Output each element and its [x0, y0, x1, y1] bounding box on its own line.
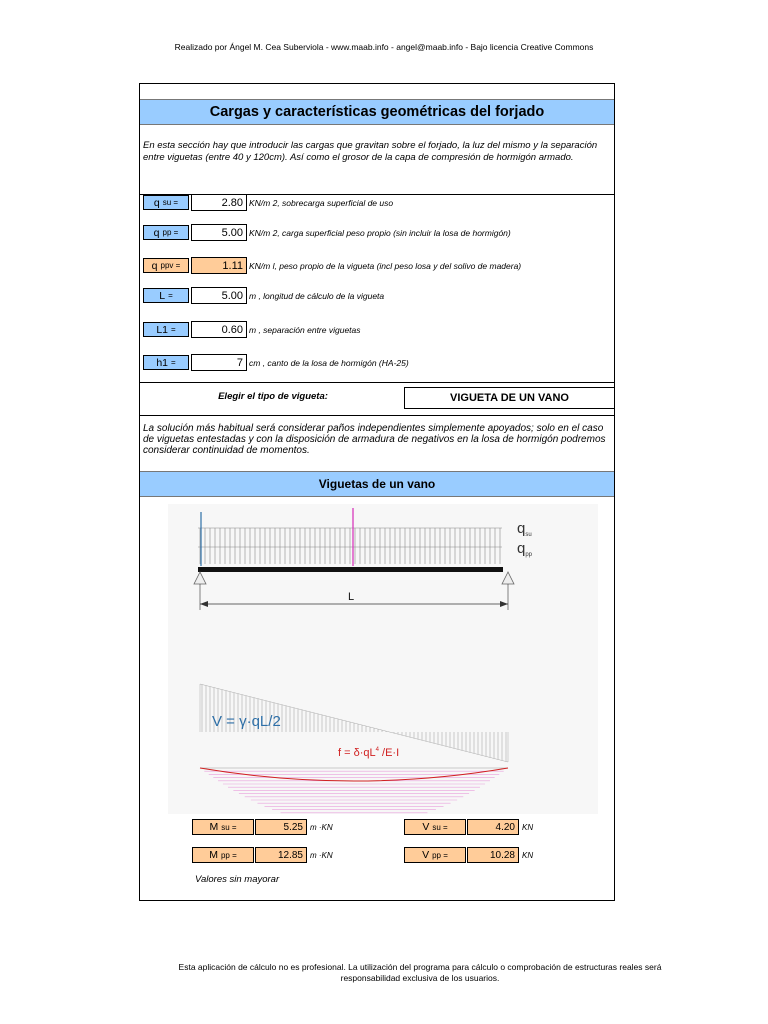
label-symbol: V [422, 849, 430, 861]
l-input[interactable]: 5.00 [191, 287, 247, 304]
label-symbol: q [153, 196, 160, 209]
input-row-q-ppv [143, 257, 521, 274]
label-sub: = [168, 291, 173, 300]
l1-label [143, 322, 189, 337]
l1-desc: m , separación entre viguetas [249, 324, 361, 335]
label-symbol: h1 [156, 356, 168, 369]
label-symbol: L1 [156, 323, 168, 336]
v-pp-label [404, 847, 466, 863]
v-su-value: 4.20 [467, 819, 519, 835]
v-su-unit: KN [522, 822, 534, 832]
q-su-input[interactable]: 2.80 [191, 194, 247, 211]
beam [198, 567, 503, 572]
l1-input[interactable]: 0.60 [191, 321, 247, 338]
m-pp-label [192, 847, 254, 863]
label-sub: pp = [432, 850, 448, 860]
choose-label: Elegir el tipo de vigueta: [218, 391, 328, 402]
note-text: La solución más habitual será considerar paños independientes simplemente apoyados; solo en el caso de viguetas entestadas y con la disposición de armadura de negativos en la losa de hormigón podremos considerar continuidad de momentos. [143, 423, 606, 456]
label-symbol: M [209, 849, 218, 861]
label-symbol: V [422, 821, 430, 833]
section-title: Cargas y características geométricas del forjado [140, 99, 614, 125]
label-symbol: q [151, 259, 158, 272]
v-pp-unit: KN [522, 850, 534, 860]
beam-diagram [168, 504, 598, 814]
label-symbol: M [209, 821, 219, 833]
q-pp-desc: KN/m 2, carga superficial peso propio (sin incluir la losa de hormigón) [249, 227, 511, 238]
m-su-label [192, 819, 254, 835]
span-label: L [348, 591, 355, 603]
q-pp-input[interactable]: 5.00 [191, 224, 247, 241]
deflection-formula: $f = \delta\cdot qL^4$ /E·I [338, 747, 400, 759]
result-v-su [404, 819, 533, 835]
h1-input[interactable]: 7 [191, 354, 247, 371]
m-su-value: 5.25 [255, 819, 307, 835]
v-su-label [404, 819, 466, 835]
calc-sheet [139, 83, 615, 901]
q-pp-symbol: $q_{pp}$ [517, 540, 533, 558]
label-sub: su = [221, 822, 237, 832]
q-su-desc: KN/m 2, sobrecarga superficial de uso [249, 197, 394, 208]
label-symbol: L [159, 289, 166, 302]
v-pp-value: 10.28 [467, 847, 519, 863]
input-row-q-pp [143, 224, 511, 241]
result-m-pp [192, 847, 333, 863]
label-sub: su = [432, 822, 448, 832]
input-row-l [143, 287, 384, 304]
q-su-label [143, 195, 189, 210]
credit-line: Realizado por Ángel M. Cea Suberviola - www.maab.info - angel@maab.info - Bajo licencia Creative Commons [174, 42, 594, 52]
h1-label [143, 355, 189, 370]
label-sub: = [171, 325, 176, 334]
q-su-symbol: $q_{su}$ [517, 520, 532, 538]
label-symbol: q [153, 226, 160, 239]
h1-desc: cm , canto de la losa de hormigón (HA-25) [249, 357, 409, 368]
result-v-pp [404, 847, 533, 863]
divider [140, 415, 614, 416]
label-sub: = [171, 358, 176, 367]
l-label [143, 288, 189, 303]
vigueta-type-select[interactable]: VIGUETA DE UN VANO [404, 387, 615, 409]
footnote: Valores sin mayorar [195, 874, 280, 885]
label-sub: pp = [162, 228, 179, 237]
input-row-l1 [143, 321, 361, 338]
q-ppv-label [143, 258, 189, 273]
q-ppv-desc: KN/m l, peso propio de la vigueta (incl peso losa y del solivo de madera) [249, 260, 522, 271]
result-m-su [192, 819, 333, 835]
label-sub: su = [162, 198, 179, 207]
intro-text: En esta sección hay que introducir las cargas que gravitan sobre el forjado, la luz del mismo y la separación entre viguetas (entre 40 y 120cm). Así como el grosor de la capa de compresión de hormigón armado. [143, 140, 598, 163]
q-ppv-value: 1.11 [191, 257, 247, 274]
disclaimer: Esta aplicación de cálculo no es profesional. La utilización del programa para cálculo o comprobación de estructuras reales será responsabilidad exclusiva de los usuarios. [178, 962, 662, 983]
label-sub: ppv = [160, 261, 181, 270]
m-pp-unit: m ·KN [310, 850, 333, 860]
q-pp-label [143, 225, 189, 240]
l-desc: m , longitud de cálculo de la vigueta [249, 290, 385, 301]
m-pp-value: 12.85 [255, 847, 307, 863]
input-row-q-su [143, 194, 393, 211]
divider [140, 382, 614, 383]
input-row-h1 [143, 354, 409, 371]
m-su-unit: m ·KN [310, 822, 333, 832]
subsection-title: Viguetas de un vano [140, 471, 614, 497]
diagram-background [168, 504, 598, 814]
shear-left-formula: V = γ·qL/2 [212, 713, 281, 730]
label-sub: pp = [220, 850, 237, 860]
